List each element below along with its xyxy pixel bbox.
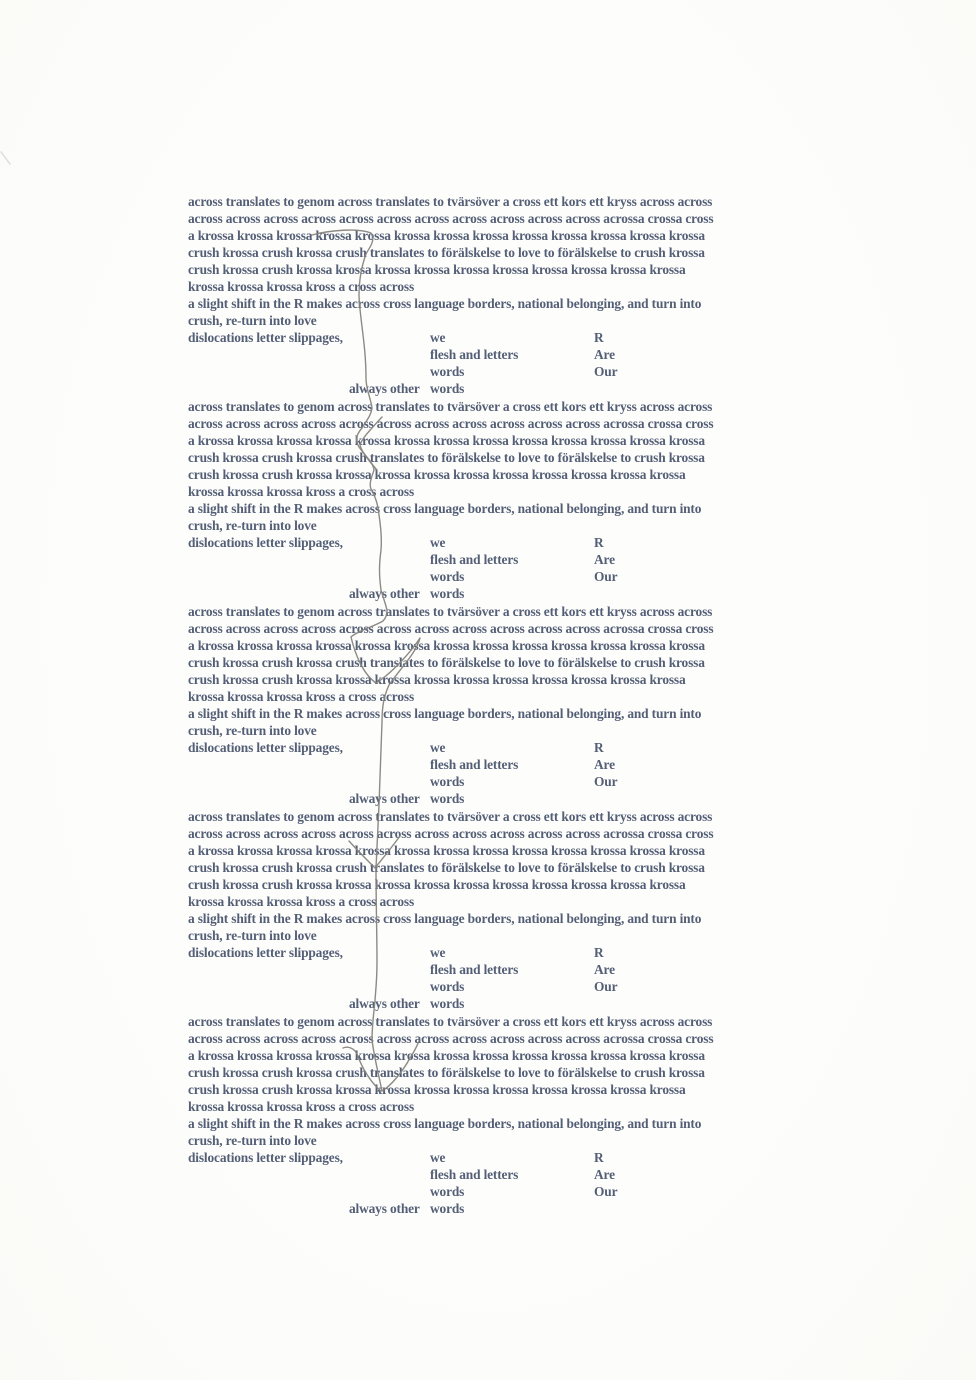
right-column-text: Are (594, 757, 615, 772)
stanza-line-8: crush, re-turn into love (188, 723, 317, 738)
stanza-line-1: across translates to genom across translates to tvärsöver a cross ett kors ett kryss across across (188, 604, 713, 619)
middle-column-text: words (430, 979, 465, 994)
stanza-line-1: across translates to genom across translates to tvärsöver a cross ett kors ett kryss across across (188, 399, 713, 414)
middle-column-text: we (430, 740, 446, 755)
stanza (188, 1013, 788, 1218)
right-column-text: Our (594, 979, 618, 994)
stanza-line-3: a krossa krossa krossa krossa krossa krossa krossa krossa krossa krossa krossa krossa krossa (188, 1048, 705, 1063)
stanza-line-6: krossa krossa krossa kross a cross across (188, 279, 415, 294)
stanza-line-6: krossa krossa krossa kross a cross across (188, 894, 415, 909)
left-column-text: dislocations letter slippages, (188, 1150, 343, 1165)
closing-row (188, 380, 788, 397)
right-column-text: R (594, 1150, 604, 1165)
closing-tail-text: words (430, 1201, 465, 1216)
stanza-line-4: crush krossa crush krossa crush translates to förälskelse to love to förälskelse to crush krossa (188, 450, 705, 465)
right-column-text: Are (594, 347, 615, 362)
right-column-text: Our (594, 1184, 618, 1199)
stanza-line-5: crush krossa crush krossa krossa krossa krossa krossa krossa krossa krossa krossa krossa (188, 672, 686, 687)
middle-column-text: flesh and letters (430, 1167, 519, 1182)
column-row-2 (188, 551, 788, 568)
stanza-line-8: crush, re-turn into love (188, 1133, 317, 1148)
right-column-text: Our (594, 774, 618, 789)
left-column-text: dislocations letter slippages, (188, 945, 343, 960)
closing-tail-text: words (430, 996, 465, 1011)
closing-tail-text: words (430, 586, 465, 601)
stanza-line-6: krossa krossa krossa kross a cross across (188, 689, 415, 704)
middle-column-text: words (430, 364, 465, 379)
stanza (188, 808, 788, 1013)
column-row-1 (188, 329, 788, 346)
right-column-text: Are (594, 962, 615, 977)
stanza-line-4: crush krossa crush krossa crush translates to förälskelse to love to förälskelse to crush krossa (188, 245, 705, 260)
stanza-line-6: krossa krossa krossa kross a cross across (188, 1099, 415, 1114)
middle-column-text: we (430, 1150, 446, 1165)
stanza-line-7: a slight shift in the R makes across cross language borders, national belonging, and turn into (188, 296, 702, 311)
right-column-text: Are (594, 1167, 615, 1182)
closing-tail-text: words (430, 791, 465, 806)
column-row-3 (188, 568, 788, 585)
right-column-text: R (594, 535, 604, 550)
stanza-line-3: a krossa krossa krossa krossa krossa krossa krossa krossa krossa krossa krossa krossa krossa (188, 843, 705, 858)
column-row-2 (188, 961, 788, 978)
column-row-3 (188, 363, 788, 380)
middle-column-text: words (430, 774, 465, 789)
stanza-line-2: across across across across across across across across across across across acrossa crossa cross (188, 1031, 714, 1046)
right-column-text: R (594, 740, 604, 755)
stanza-line-1: across translates to genom across translates to tvärsöver a cross ett kors ett kryss across across (188, 809, 713, 824)
middle-column-text: flesh and letters (430, 962, 519, 977)
closing-row (188, 995, 788, 1012)
stanza-line-2: across across across across across across across across across across across acrossa crossa cross (188, 211, 714, 226)
column-row-1 (188, 1149, 788, 1166)
scan-artifact-mark (1, 152, 10, 164)
stanza-line-4: crush krossa crush krossa crush translates to förälskelse to love to förälskelse to crush krossa (188, 655, 705, 670)
stanza-line-8: crush, re-turn into love (188, 928, 317, 943)
left-column-text: dislocations letter slippages, (188, 330, 343, 345)
column-row-2 (188, 756, 788, 773)
stanza-line-7: a slight shift in the R makes across cross language borders, national belonging, and turn into (188, 706, 702, 721)
column-row-1 (188, 739, 788, 756)
stanza-line-3: a krossa krossa krossa krossa krossa krossa krossa krossa krossa krossa krossa krossa krossa (188, 638, 705, 653)
closing-row (188, 585, 788, 602)
left-column-text: dislocations letter slippages, (188, 740, 343, 755)
right-column-text: Our (594, 569, 618, 584)
stanza-line-1: across translates to genom across translates to tvärsöver a cross ett kors ett kryss across across (188, 1014, 713, 1029)
column-row-2 (188, 1166, 788, 1183)
poem (188, 193, 788, 1218)
closing-lead-text: always other (349, 381, 420, 396)
stanza-line-7: a slight shift in the R makes across cross language borders, national belonging, and turn into (188, 1116, 702, 1131)
stanza (188, 193, 788, 398)
stanza (188, 603, 788, 808)
stanza-line-8: crush, re-turn into love (188, 518, 317, 533)
stanza-line-3: a krossa krossa krossa krossa krossa krossa krossa krossa krossa krossa krossa krossa krossa (188, 228, 705, 243)
column-row-1 (188, 944, 788, 961)
stanza-line-2: across across across across across across across across across across across acrossa crossa cross (188, 826, 714, 841)
stanza-line-5: crush krossa crush krossa krossa krossa krossa krossa krossa krossa krossa krossa krossa (188, 1082, 686, 1097)
closing-tail-text: words (430, 381, 465, 396)
stanza-line-6: krossa krossa krossa kross a cross across (188, 484, 415, 499)
left-column-text: dislocations letter slippages, (188, 535, 343, 550)
right-column-text: Our (594, 364, 618, 379)
middle-column-text: words (430, 569, 465, 584)
stanza-line-4: crush krossa crush krossa crush translates to förälskelse to love to förälskelse to crush krossa (188, 1065, 705, 1080)
column-row-3 (188, 773, 788, 790)
closing-lead-text: always other (349, 1201, 420, 1216)
middle-column-text: flesh and letters (430, 552, 519, 567)
closing-lead-text: always other (349, 586, 420, 601)
stanza-line-5: crush krossa crush krossa krossa krossa krossa krossa krossa krossa krossa krossa krossa (188, 262, 686, 277)
stanza-line-7: a slight shift in the R makes across cross language borders, national belonging, and turn into (188, 911, 702, 926)
column-row-1 (188, 534, 788, 551)
column-row-2 (188, 346, 788, 363)
right-column-text: R (594, 945, 604, 960)
middle-column-text: flesh and letters (430, 347, 519, 362)
stanza-line-3: a krossa krossa krossa krossa krossa krossa krossa krossa krossa krossa krossa krossa krossa (188, 433, 705, 448)
column-row-3 (188, 1183, 788, 1200)
stanza-line-5: crush krossa crush krossa krossa krossa krossa krossa krossa krossa krossa krossa krossa (188, 467, 686, 482)
stanza-line-5: crush krossa crush krossa krossa krossa krossa krossa krossa krossa krossa krossa krossa (188, 877, 686, 892)
stanza-line-2: across across across across across across across across across across across acrossa crossa cross (188, 621, 714, 636)
middle-column-text: we (430, 945, 446, 960)
stanza-line-7: a slight shift in the R makes across cross language borders, national belonging, and turn into (188, 501, 702, 516)
middle-column-text: we (430, 535, 446, 550)
stanza-line-2: across across across across across across across across across across across acrossa crossa cross (188, 416, 714, 431)
stanza-line-1: across translates to genom across translates to tvärsöver a cross ett kors ett kryss across across (188, 194, 713, 209)
middle-column-text: we (430, 330, 446, 345)
stanza (188, 398, 788, 603)
middle-column-text: words (430, 1184, 465, 1199)
closing-lead-text: always other (349, 996, 420, 1011)
closing-row (188, 790, 788, 807)
right-column-text: Are (594, 552, 615, 567)
stanza-line-4: crush krossa crush krossa crush translates to förälskelse to love to förälskelse to crush krossa (188, 860, 705, 875)
middle-column-text: flesh and letters (430, 757, 519, 772)
right-column-text: R (594, 330, 604, 345)
stanza-line-8: crush, re-turn into love (188, 313, 317, 328)
column-row-3 (188, 978, 788, 995)
closing-row (188, 1200, 788, 1217)
closing-lead-text: always other (349, 791, 420, 806)
